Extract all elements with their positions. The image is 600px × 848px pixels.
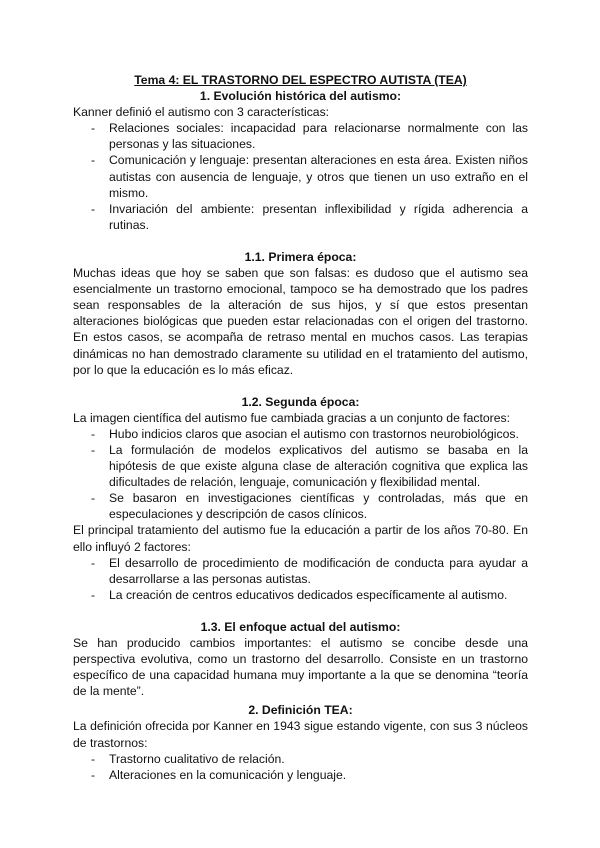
list-item-text: Comunicación y lenguaje: presentan alteraciones en esta área. Existen niños autistas con ausencia de lenguaje, y otros que tienen un uso extraño en el mismo. bbox=[109, 153, 528, 200]
section-1-2-factors-list bbox=[73, 555, 528, 603]
list-item-text: La creación de centros educativos dedicados específicamente al autismo. bbox=[109, 587, 508, 602]
dash-bullet: - bbox=[91, 153, 96, 168]
section-2-intro: La definición ofrecida por Kanner en 1943 sigue estando vigente, con sus 3 núcleos de trastornos: bbox=[73, 719, 528, 750]
list-item-text: Trastorno cualitativo de relación. bbox=[109, 751, 285, 766]
list-item-text: La formulación de modelos explicativos del autismo se basaba en la hipótesis de que existe alguna clase de alteración cognitiva que explica las dificultades de relación, lenguaje, comunicación y flexibilidad mental. bbox=[109, 442, 528, 490]
list-item bbox=[73, 201, 528, 233]
list-item bbox=[73, 555, 528, 587]
list-item-text: Invariación del ambiente: presentan inflexibilidad y rígida adherencia a rutinas. bbox=[109, 201, 528, 232]
section-1-intro: Kanner definió el autismo con 3 características: bbox=[73, 105, 330, 120]
section-1-2-heading: 1.2. Segunda época: bbox=[241, 394, 360, 409]
document-title: Tema 4: EL TRASTORNO DEL ESPECTRO AUTISTA (TEA) bbox=[134, 73, 467, 87]
list-item bbox=[73, 442, 528, 490]
list-item bbox=[73, 587, 528, 603]
dash-bullet: - bbox=[91, 751, 96, 766]
section-1-1-text: Muchas ideas que hoy se saben que son falsas: es dudoso que el autismo sea esencialmente un trastorno emocional, tampoco se ha demostrado que los padres sean responsables de la alteración de sus hijos, y sí que estos presentan alteraciones biológicas que pueden estar relacionadas con el origen del trastorno. En estos casos, se acompaña de retraso mental en muchos casos. Las terapias dinámicas no han demostrado claramente su utilidad en el tratamiento del autismo, por lo que la educación es lo más eficaz. bbox=[73, 266, 528, 377]
list-item bbox=[73, 120, 528, 152]
section-1-2-intro: La imagen científica del autismo fue cambiada gracias a un conjunto de factores: bbox=[73, 410, 510, 425]
list-item-text: Relaciones sociales: incapacidad para relacionarse normalmente con las personas y las situaciones. bbox=[109, 121, 528, 152]
list-item-text: Hubo indicios claros que asocian el autismo con trastornos neurobiológicos. bbox=[109, 426, 519, 441]
dash-bullet: - bbox=[91, 587, 96, 602]
dash-bullet: - bbox=[91, 555, 96, 570]
section-2-heading: 2. Definición TEA: bbox=[248, 703, 353, 718]
section-2-list bbox=[73, 751, 528, 783]
list-item-text: El desarrollo de procedimiento de modificación de conducta para ayudar a desarrollarse a las personas autistas. bbox=[109, 555, 528, 586]
document-page bbox=[73, 72, 528, 783]
section-1-2-text: El principal tratamiento del autismo fue la educación a partir de los años 70-80. En ello influyó 2 factores: bbox=[73, 523, 528, 554]
section-1-heading: 1. Evolución histórica del autismo: bbox=[199, 89, 402, 104]
list-item bbox=[73, 426, 528, 442]
list-item bbox=[73, 751, 528, 767]
list-item bbox=[73, 152, 528, 200]
section-1-2-list bbox=[73, 426, 528, 523]
dash-bullet: - bbox=[91, 767, 96, 782]
list-item bbox=[73, 767, 528, 783]
section-1-1-heading: 1.1. Primera época: bbox=[244, 249, 357, 264]
list-item-text: Se basaron en investigaciones científicas y controladas, más que en especulaciones y descripción de casos clínicos. bbox=[109, 491, 528, 522]
section-1-3-heading: 1.3. El enfoque actual del autismo: bbox=[200, 619, 401, 634]
list-item bbox=[73, 490, 528, 522]
dash-bullet: - bbox=[91, 201, 96, 216]
list-item-text: Alteraciones en la comunicación y lenguaje. bbox=[109, 767, 347, 782]
dash-bullet: - bbox=[91, 426, 96, 441]
dash-bullet: - bbox=[91, 491, 96, 506]
section-1-list bbox=[73, 120, 528, 233]
dash-bullet: - bbox=[91, 442, 96, 457]
section-1-3-text: Se han producido cambios importantes: el autismo se concibe desde una perspectiva evolutiva, como un trastorno del desarrollo. Consiste en un trastorno específico de una capacidad humana muy importante a la que se denomina “teoría de la mente”. bbox=[73, 636, 528, 699]
dash-bullet: - bbox=[91, 121, 96, 136]
